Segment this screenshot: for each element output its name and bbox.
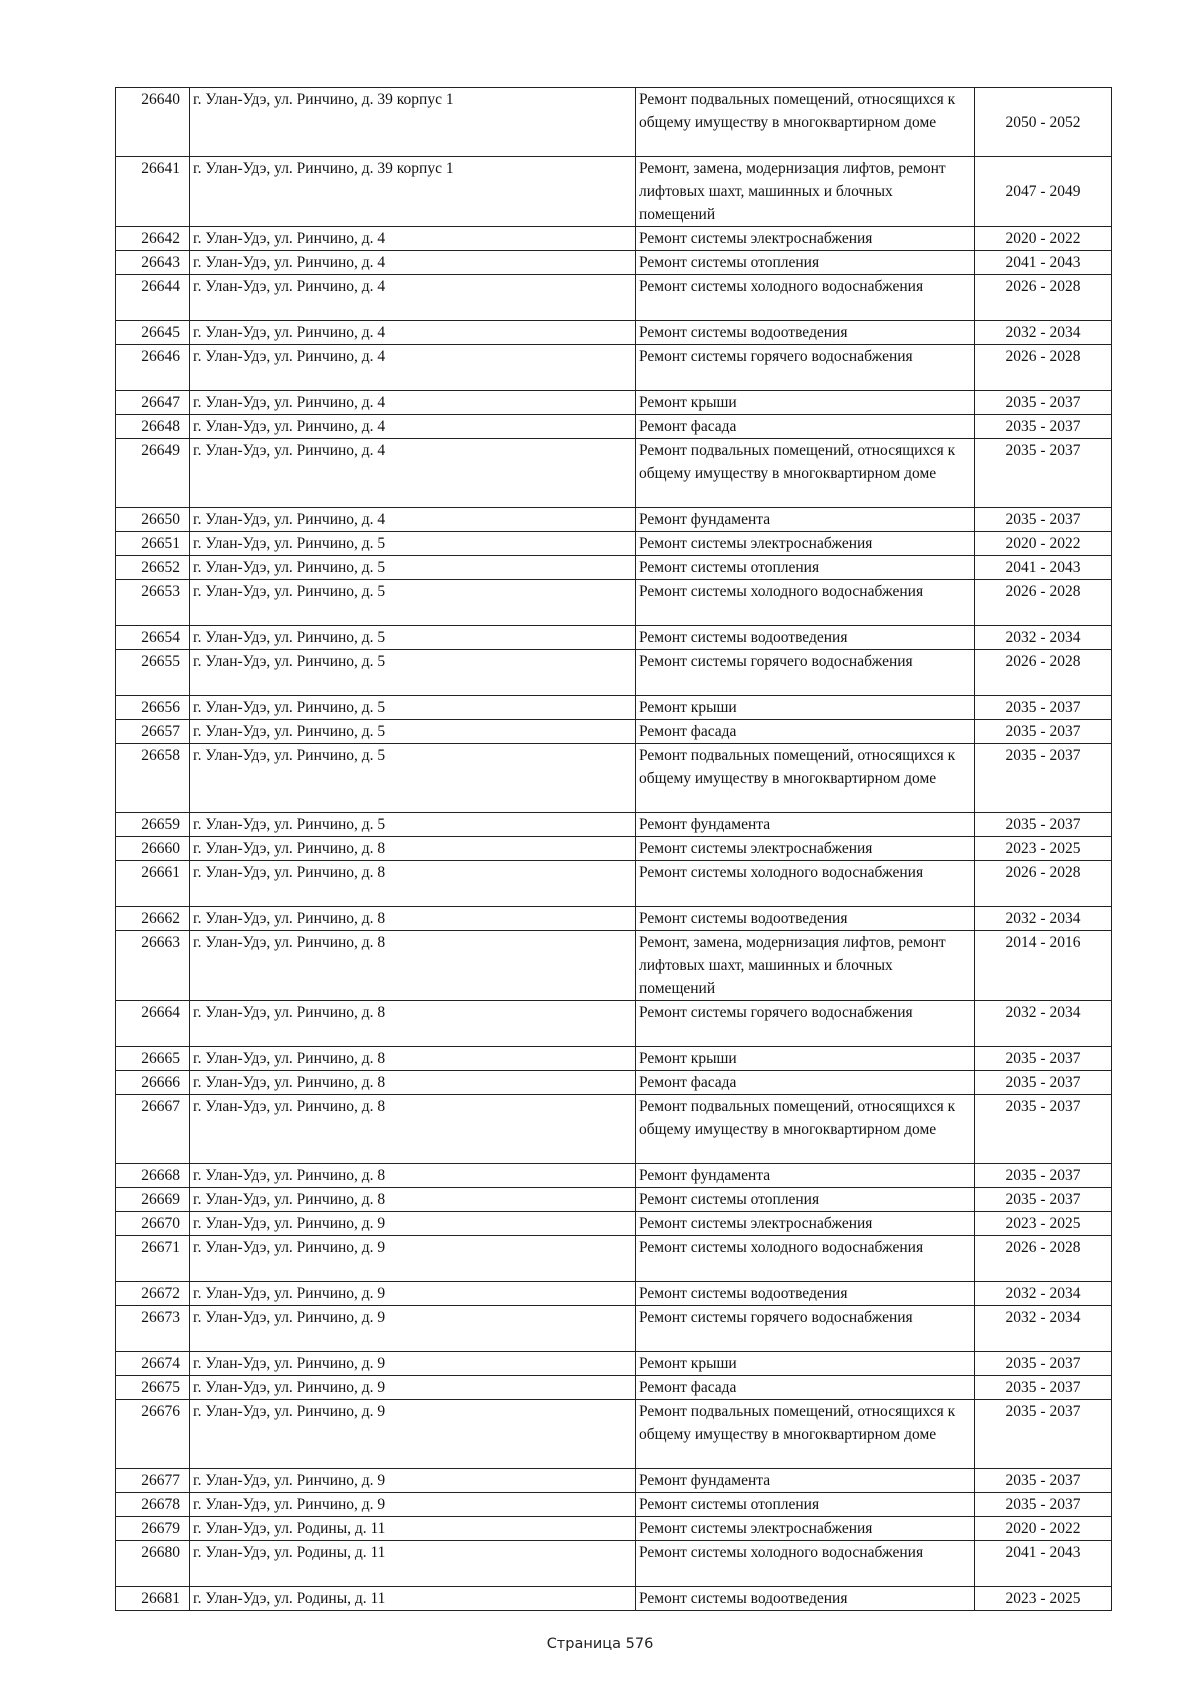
- row-period: 2035 - 2037: [975, 813, 1112, 837]
- row-number: 26656: [116, 696, 190, 720]
- row-number: 26679: [116, 1517, 190, 1541]
- row-address: г. Улан-Удэ, ул. Ринчино, д. 5: [190, 556, 636, 580]
- row-number: 26640: [116, 88, 190, 157]
- row-work-type: Ремонт системы горячего водоснабжения: [636, 345, 975, 391]
- row-address: г. Улан-Удэ, ул. Ринчино, д. 9: [190, 1493, 636, 1517]
- row-address: г. Улан-Удэ, ул. Ринчино, д. 8: [190, 861, 636, 907]
- row-period: 2035 - 2037: [975, 1493, 1112, 1517]
- works-table: [115, 87, 1112, 1611]
- row-work-type: Ремонт фундамента: [636, 1164, 975, 1188]
- row-number: 26663: [116, 931, 190, 1001]
- row-period: 2035 - 2037: [975, 1400, 1112, 1469]
- row-address: г. Улан-Удэ, ул. Ринчино, д. 4: [190, 415, 636, 439]
- table-row: [116, 1376, 1112, 1400]
- table-row: [116, 345, 1112, 391]
- table-row: [116, 1164, 1112, 1188]
- table-row: [116, 1400, 1112, 1469]
- row-period: 2035 - 2037: [975, 1376, 1112, 1400]
- table-row: [116, 650, 1112, 696]
- row-period: 2026 - 2028: [975, 580, 1112, 626]
- row-address: г. Улан-Удэ, ул. Ринчино, д. 4: [190, 275, 636, 321]
- row-number: 26667: [116, 1095, 190, 1164]
- row-address: г. Улан-Удэ, ул. Ринчино, д. 8: [190, 1164, 636, 1188]
- row-work-type: Ремонт фундамента: [636, 813, 975, 837]
- row-number: 26652: [116, 556, 190, 580]
- row-number: 26677: [116, 1469, 190, 1493]
- row-address: г. Улан-Удэ, ул. Ринчино, д. 8: [190, 1001, 636, 1047]
- row-number: 26643: [116, 251, 190, 275]
- row-work-type: Ремонт системы отопления: [636, 1188, 975, 1212]
- row-work-type: Ремонт подвальных помещений, относящихся к общему имуществу в многоквартирном доме: [636, 88, 975, 157]
- table-row: [116, 696, 1112, 720]
- table-row: [116, 1352, 1112, 1376]
- row-period: 2032 - 2034: [975, 1306, 1112, 1352]
- table-row: [116, 744, 1112, 813]
- row-address: г. Улан-Удэ, ул. Родины, д. 11: [190, 1517, 636, 1541]
- row-address: г. Улан-Удэ, ул. Ринчино, д. 9: [190, 1376, 636, 1400]
- row-work-type: Ремонт системы водоотведения: [636, 1282, 975, 1306]
- table-row: [116, 415, 1112, 439]
- row-address: г. Улан-Удэ, ул. Ринчино, д. 8: [190, 1047, 636, 1071]
- row-work-type: Ремонт фасада: [636, 415, 975, 439]
- row-work-type: Ремонт крыши: [636, 1047, 975, 1071]
- row-period: 2020 - 2022: [975, 227, 1112, 251]
- row-address: г. Улан-Удэ, ул. Ринчино, д. 8: [190, 837, 636, 861]
- row-number: 26666: [116, 1071, 190, 1095]
- row-work-type: Ремонт системы электроснабжения: [636, 532, 975, 556]
- row-work-type: Ремонт фасада: [636, 720, 975, 744]
- row-number: 26645: [116, 321, 190, 345]
- row-number: 26648: [116, 415, 190, 439]
- row-work-type: Ремонт системы отопления: [636, 556, 975, 580]
- row-work-type: Ремонт подвальных помещений, относящихся к общему имуществу в многоквартирном доме: [636, 439, 975, 508]
- row-number: 26662: [116, 907, 190, 931]
- row-address: г. Улан-Удэ, ул. Ринчино, д. 5: [190, 532, 636, 556]
- row-address: г. Улан-Удэ, ул. Ринчино, д. 4: [190, 345, 636, 391]
- row-period: 2035 - 2037: [975, 1352, 1112, 1376]
- row-number: 26674: [116, 1352, 190, 1376]
- row-address: г. Улан-Удэ, ул. Ринчино, д. 5: [190, 626, 636, 650]
- row-work-type: Ремонт фундамента: [636, 508, 975, 532]
- row-number: 26671: [116, 1236, 190, 1282]
- row-period: 2023 - 2025: [975, 1212, 1112, 1236]
- row-address: г. Улан-Удэ, ул. Ринчино, д. 5: [190, 650, 636, 696]
- row-address: г. Улан-Удэ, ул. Ринчино, д. 5: [190, 696, 636, 720]
- row-number: 26659: [116, 813, 190, 837]
- table-row: [116, 157, 1112, 227]
- row-number: 26646: [116, 345, 190, 391]
- row-number: 26669: [116, 1188, 190, 1212]
- row-address: г. Улан-Удэ, ул. Ринчино, д. 9: [190, 1469, 636, 1493]
- row-work-type: Ремонт системы горячего водоснабжения: [636, 1306, 975, 1352]
- row-period: 2035 - 2037: [975, 720, 1112, 744]
- row-number: 26672: [116, 1282, 190, 1306]
- row-period: 2035 - 2037: [975, 1071, 1112, 1095]
- row-work-type: Ремонт системы водоотведения: [636, 907, 975, 931]
- row-work-type: Ремонт системы электроснабжения: [636, 227, 975, 251]
- row-address: г. Улан-Удэ, ул. Ринчино, д. 5: [190, 580, 636, 626]
- row-period: 2035 - 2037: [975, 1469, 1112, 1493]
- row-period: 2035 - 2037: [975, 1047, 1112, 1071]
- row-number: 26658: [116, 744, 190, 813]
- row-address: г. Улан-Удэ, ул. Ринчино, д. 9: [190, 1306, 636, 1352]
- table-row: [116, 439, 1112, 508]
- row-work-type: Ремонт системы отопления: [636, 1493, 975, 1517]
- row-address: г. Улан-Удэ, ул. Ринчино, д. 9: [190, 1400, 636, 1469]
- table-row: [116, 1306, 1112, 1352]
- row-work-type: Ремонт, замена, модернизация лифтов, ремонт лифтовых шахт, машинных и блочных помещений: [636, 931, 975, 1001]
- row-work-type: Ремонт системы горячего водоснабжения: [636, 1001, 975, 1047]
- table-row: [116, 626, 1112, 650]
- row-address: г. Улан-Удэ, ул. Ринчино, д. 4: [190, 439, 636, 508]
- row-work-type: Ремонт фасада: [636, 1376, 975, 1400]
- table-row: [116, 88, 1112, 157]
- row-address: г. Улан-Удэ, ул. Ринчино, д. 9: [190, 1212, 636, 1236]
- row-work-type: Ремонт системы холодного водоснабжения: [636, 1541, 975, 1587]
- row-work-type: Ремонт системы холодного водоснабжения: [636, 580, 975, 626]
- row-address: г. Улан-Удэ, ул. Родины, д. 11: [190, 1587, 636, 1611]
- row-period: 2035 - 2037: [975, 1164, 1112, 1188]
- table-row: [116, 907, 1112, 931]
- row-number: 26661: [116, 861, 190, 907]
- row-period: 2032 - 2034: [975, 321, 1112, 345]
- row-period: 2014 - 2016: [975, 931, 1112, 1001]
- table-row: [116, 1071, 1112, 1095]
- row-address: г. Улан-Удэ, ул. Ринчино, д. 9: [190, 1282, 636, 1306]
- row-address: г. Улан-Удэ, ул. Ринчино, д. 4: [190, 508, 636, 532]
- row-period: 2035 - 2037: [975, 1188, 1112, 1212]
- row-period: 2035 - 2037: [975, 744, 1112, 813]
- row-address: г. Улан-Удэ, ул. Ринчино, д. 8: [190, 907, 636, 931]
- row-work-type: Ремонт системы водоотведения: [636, 1587, 975, 1611]
- table-row: [116, 1236, 1112, 1282]
- row-address: г. Улан-Удэ, ул. Ринчино, д. 39 корпус 1: [190, 157, 636, 227]
- table-row: [116, 391, 1112, 415]
- row-number: 26655: [116, 650, 190, 696]
- row-period: 2020 - 2022: [975, 1517, 1112, 1541]
- row-address: г. Улан-Удэ, ул. Ринчино, д. 4: [190, 251, 636, 275]
- row-address: г. Улан-Удэ, ул. Ринчино, д. 4: [190, 321, 636, 345]
- row-work-type: Ремонт системы электроснабжения: [636, 837, 975, 861]
- row-address: г. Улан-Удэ, ул. Ринчино, д. 8: [190, 931, 636, 1001]
- row-work-type: Ремонт системы отопления: [636, 251, 975, 275]
- table-row: [116, 861, 1112, 907]
- table-row: [116, 1212, 1112, 1236]
- row-number: 26665: [116, 1047, 190, 1071]
- row-number: 26644: [116, 275, 190, 321]
- table-row: [116, 275, 1112, 321]
- row-work-type: Ремонт системы водоотведения: [636, 321, 975, 345]
- page-footer: Страница 576: [546, 1636, 654, 1652]
- row-work-type: Ремонт крыши: [636, 696, 975, 720]
- row-period: 2041 - 2043: [975, 1541, 1112, 1587]
- row-work-type: Ремонт системы электроснабжения: [636, 1517, 975, 1541]
- row-address: г. Улан-Удэ, ул. Ринчино, д. 9: [190, 1352, 636, 1376]
- row-period: 2035 - 2037: [975, 1095, 1112, 1164]
- table-row: [116, 321, 1112, 345]
- row-work-type: Ремонт крыши: [636, 1352, 975, 1376]
- table-row: [116, 251, 1112, 275]
- row-period: 2035 - 2037: [975, 439, 1112, 508]
- row-period: 2026 - 2028: [975, 1236, 1112, 1282]
- row-period: 2032 - 2034: [975, 907, 1112, 931]
- table-row: [116, 556, 1112, 580]
- row-address: г. Улан-Удэ, ул. Ринчино, д. 8: [190, 1071, 636, 1095]
- row-number: 26678: [116, 1493, 190, 1517]
- row-number: 26642: [116, 227, 190, 251]
- works-table-body: [116, 88, 1112, 1611]
- table-row: [116, 1001, 1112, 1047]
- row-address: г. Улан-Удэ, ул. Ринчино, д. 4: [190, 391, 636, 415]
- row-period: 2032 - 2034: [975, 1282, 1112, 1306]
- row-number: 26660: [116, 837, 190, 861]
- row-number: 26670: [116, 1212, 190, 1236]
- row-period: 2026 - 2028: [975, 861, 1112, 907]
- row-number: 26657: [116, 720, 190, 744]
- row-number: 26651: [116, 532, 190, 556]
- table-row: [116, 1541, 1112, 1587]
- row-period: 2026 - 2028: [975, 345, 1112, 391]
- table-row: [116, 813, 1112, 837]
- row-number: 26650: [116, 508, 190, 532]
- row-address: г. Улан-Удэ, ул. Ринчино, д. 9: [190, 1236, 636, 1282]
- row-work-type: Ремонт системы водоотведения: [636, 626, 975, 650]
- row-work-type: Ремонт системы горячего водоснабжения: [636, 650, 975, 696]
- row-work-type: Ремонт системы электроснабжения: [636, 1212, 975, 1236]
- row-address: г. Улан-Удэ, ул. Родины, д. 11: [190, 1541, 636, 1587]
- row-number: 26647: [116, 391, 190, 415]
- row-period: 2050 - 2052: [975, 88, 1112, 157]
- row-work-type: Ремонт фасада: [636, 1071, 975, 1095]
- row-address: г. Улан-Удэ, ул. Ринчино, д. 8: [190, 1188, 636, 1212]
- row-period: 2026 - 2028: [975, 275, 1112, 321]
- row-period: 2032 - 2034: [975, 1001, 1112, 1047]
- table-row: [116, 837, 1112, 861]
- row-number: 26676: [116, 1400, 190, 1469]
- row-address: г. Улан-Удэ, ул. Ринчино, д. 5: [190, 813, 636, 837]
- row-number: 26675: [116, 1376, 190, 1400]
- row-number: 26664: [116, 1001, 190, 1047]
- table-row: [116, 1517, 1112, 1541]
- row-number: 26673: [116, 1306, 190, 1352]
- row-period: 2035 - 2037: [975, 696, 1112, 720]
- row-work-type: Ремонт подвальных помещений, относящихся к общему имуществу в многоквартирном доме: [636, 744, 975, 813]
- table-row: [116, 532, 1112, 556]
- row-address: г. Улан-Удэ, ул. Ринчино, д. 8: [190, 1095, 636, 1164]
- row-period: 2023 - 2025: [975, 837, 1112, 861]
- row-period: 2023 - 2025: [975, 1587, 1112, 1611]
- table-row: [116, 720, 1112, 744]
- table-row: [116, 1469, 1112, 1493]
- row-work-type: Ремонт фундамента: [636, 1469, 975, 1493]
- row-period: 2035 - 2037: [975, 415, 1112, 439]
- row-address: г. Улан-Удэ, ул. Ринчино, д. 4: [190, 227, 636, 251]
- table-row: [116, 508, 1112, 532]
- row-number: 26680: [116, 1541, 190, 1587]
- row-number: 26654: [116, 626, 190, 650]
- row-work-type: Ремонт системы холодного водоснабжения: [636, 275, 975, 321]
- table-row: [116, 1047, 1112, 1071]
- table-row: [116, 1493, 1112, 1517]
- table-row: [116, 1188, 1112, 1212]
- row-work-type: Ремонт, замена, модернизация лифтов, ремонт лифтовых шахт, машинных и блочных помещений: [636, 157, 975, 227]
- row-period: 2020 - 2022: [975, 532, 1112, 556]
- row-address: г. Улан-Удэ, ул. Ринчино, д. 5: [190, 720, 636, 744]
- row-number: 26649: [116, 439, 190, 508]
- table-row: [116, 1095, 1112, 1164]
- row-work-type: Ремонт крыши: [636, 391, 975, 415]
- table-row: [116, 931, 1112, 1001]
- row-period: 2026 - 2028: [975, 650, 1112, 696]
- row-period: 2041 - 2043: [975, 556, 1112, 580]
- row-period: 2035 - 2037: [975, 508, 1112, 532]
- row-period: 2041 - 2043: [975, 251, 1112, 275]
- row-number: 26641: [116, 157, 190, 227]
- table-row: [116, 580, 1112, 626]
- row-period: 2047 - 2049: [975, 157, 1112, 227]
- row-work-type: Ремонт системы холодного водоснабжения: [636, 861, 975, 907]
- table-row: [116, 227, 1112, 251]
- table-row: [116, 1282, 1112, 1306]
- row-work-type: Ремонт подвальных помещений, относящихся к общему имуществу в многоквартирном доме: [636, 1400, 975, 1469]
- row-period: 2032 - 2034: [975, 626, 1112, 650]
- row-work-type: Ремонт системы холодного водоснабжения: [636, 1236, 975, 1282]
- row-period: 2035 - 2037: [975, 391, 1112, 415]
- row-work-type: Ремонт подвальных помещений, относящихся к общему имуществу в многоквартирном доме: [636, 1095, 975, 1164]
- row-address: г. Улан-Удэ, ул. Ринчино, д. 39 корпус 1: [190, 88, 636, 157]
- row-number: 26653: [116, 580, 190, 626]
- table-row: [116, 1587, 1112, 1611]
- row-number: 26681: [116, 1587, 190, 1611]
- row-number: 26668: [116, 1164, 190, 1188]
- row-address: г. Улан-Удэ, ул. Ринчино, д. 5: [190, 744, 636, 813]
